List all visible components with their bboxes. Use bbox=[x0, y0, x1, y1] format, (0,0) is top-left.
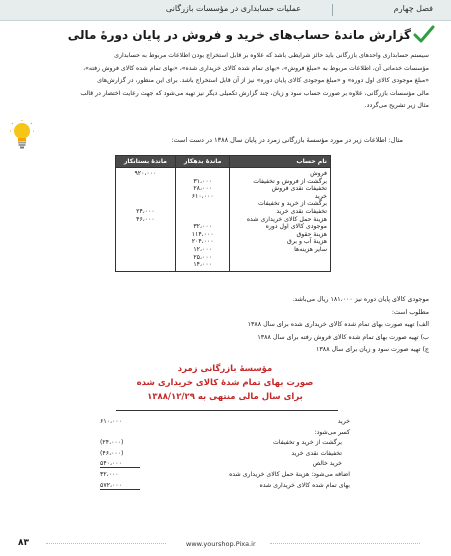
intro-line: مثال زیر تشریح می‌گردد. bbox=[364, 102, 429, 109]
footer-url: www.yourshop.Pixa.ir bbox=[186, 540, 256, 548]
page-footer bbox=[0, 536, 451, 556]
subject-label: عملیات حسابداری در مؤسسات بازرگانی bbox=[165, 4, 301, 13]
debit-value: ۶۱۰،۰۰۰ bbox=[191, 192, 214, 200]
statement-label: خرید bbox=[337, 418, 350, 425]
column-header-debit: ماندهٔ بدهکار bbox=[175, 156, 230, 168]
credit-value: ۲۴،۰۰۰ bbox=[136, 207, 155, 215]
statement-row bbox=[100, 450, 350, 461]
credit-value bbox=[119, 200, 172, 208]
section-title: گزارش ماندهٔ حساب‌های خرید و فروش در پایان دورهٔ مالی bbox=[67, 28, 411, 42]
statement-label: اضافه می‌شود: هزینهٔ حمل کالای خریداری شده bbox=[229, 470, 350, 478]
debit-value: ۳۲،۰۰۰ bbox=[193, 223, 212, 231]
statement-label: تخفیفات نقدی خرید bbox=[291, 449, 342, 457]
footer-dotted-line bbox=[270, 543, 420, 544]
account-name: برگشت از خرید و تخفیفات bbox=[257, 200, 327, 208]
statement-row bbox=[100, 439, 350, 450]
debit-value: ۳۱،۰۰۰ bbox=[193, 177, 212, 185]
company-name: مؤسسهٔ بازرگانی زمرد bbox=[177, 364, 273, 374]
credit-value: ۴۶،۰۰۰ bbox=[136, 215, 155, 223]
account-name: برگشت از فروش و تخفیفات bbox=[253, 177, 327, 185]
credit-value bbox=[119, 185, 172, 193]
example-text: مثال: اطلاعات زیر در مورد مؤسسهٔ بازرگانی زمرد در پایان سال ۱۳۸۸ در دست است: bbox=[171, 136, 403, 144]
debit-value bbox=[179, 170, 227, 178]
statement-amount: ۵۷۲،۰۰۰ bbox=[100, 482, 140, 490]
statement-heading bbox=[100, 362, 350, 404]
account-name: تخفیفات نقدی فروش bbox=[271, 185, 327, 193]
credit-value bbox=[119, 231, 172, 239]
debit-value bbox=[179, 200, 227, 208]
account-name: هزینهٔ آب و برق bbox=[287, 238, 327, 246]
debit-value: ۱۱۴،۰۰۰ bbox=[191, 230, 214, 238]
statement-row bbox=[100, 429, 350, 440]
lightbulb-icon bbox=[10, 120, 34, 150]
statement-label: کسر می‌شود: bbox=[314, 428, 350, 436]
table-header-row bbox=[116, 156, 331, 168]
intro-line: «مبلغ موجودی کالای اول دوره» و «مبلغ موجودی کالای پایان دوره» نیز از آن قابل استخراج باشد. برای این منظور، در گزارش‌های bbox=[97, 77, 429, 84]
debit-value: ۱۲،۰۰۰ bbox=[193, 245, 212, 253]
cost-of-goods-statement bbox=[100, 418, 350, 503]
account-name bbox=[233, 261, 327, 269]
credit-value bbox=[119, 223, 172, 231]
credit-values-cell bbox=[116, 168, 176, 272]
table-row bbox=[116, 168, 331, 272]
debit-value: ۲۰۴،۰۰۰ bbox=[191, 238, 214, 246]
statement-label: بهای تمام شده کالای خریداری شده bbox=[259, 481, 350, 489]
debit-value bbox=[179, 208, 227, 216]
ending-inventory-note: موجودی کالای پایان دوره نیز ۱۸۱،۰۰۰ ریال می‌باشد. bbox=[292, 296, 429, 303]
page-header bbox=[0, 0, 451, 21]
required-label: مطلوب است: bbox=[391, 308, 429, 316]
debit-value: ۲۸،۰۰۰ bbox=[193, 185, 212, 193]
credit-value: ۹۲۰،۰۰۰ bbox=[134, 170, 157, 177]
check-icon bbox=[413, 24, 435, 44]
account-names-cell bbox=[230, 168, 331, 272]
statement-row bbox=[100, 482, 350, 493]
intro-line: مالی مؤسسات بازرگانی، علاوه بر صورت حساب سود و زیان، چند گزارش تکمیلی دیگر نیز تهیه می‌شود که جهت رعایت اختصار در قالب bbox=[80, 89, 429, 97]
question-item: ب) تهیه صورت بهای تمام شده کالای فروش رفته برای سال ۱۳۸۸ bbox=[257, 333, 429, 341]
column-header-account: نام حساب bbox=[230, 156, 331, 168]
credit-value bbox=[119, 193, 172, 201]
debit-value: ۲۵،۰۰۰ bbox=[193, 253, 212, 261]
statement-amount: (۲۴،۰۰۰) bbox=[100, 439, 124, 447]
statement-period: برای سال مالی منتهی به ۱۳۸۸/۱۲/۲۹ bbox=[147, 392, 303, 402]
statement-amount: (۴۶،۰۰۰) bbox=[100, 449, 124, 457]
account-name: تخفیفات نقدی خرید bbox=[276, 207, 327, 215]
page-number: ۸۳ bbox=[18, 538, 29, 548]
credit-value bbox=[119, 254, 172, 262]
account-name: هزینهٔ حقوق bbox=[296, 230, 327, 238]
debit-value: ۱۴،۰۰۰ bbox=[193, 261, 212, 269]
statement-row bbox=[100, 471, 350, 482]
footer-dotted-line bbox=[46, 543, 166, 544]
credit-value bbox=[119, 238, 172, 246]
intro-line: سیستم حسابداری واحدهای بازرگانی باید حائز شرایطی باشد که علاوه بر قابل استخراج بودن اطلاعات مربوط به حسابداری bbox=[114, 52, 429, 59]
account-name: فروش bbox=[310, 170, 327, 177]
statement-row bbox=[100, 418, 350, 429]
column-header-credit: ماندهٔ بستانکار bbox=[116, 156, 176, 168]
header-divider bbox=[332, 4, 333, 16]
account-name: خرید bbox=[314, 192, 327, 200]
credit-value bbox=[119, 178, 172, 186]
statement-title: صورت بهای تمام شدهٔ کالای خریداری شده bbox=[136, 378, 314, 388]
question-item: ج) تهیه صورت سود و زیان برای سال ۱۳۸۸ bbox=[316, 346, 429, 353]
account-name: هزینهٔ حمل کالای خریداری شده bbox=[246, 215, 327, 223]
account-balances-table bbox=[115, 155, 331, 272]
account-name: سایر هزینه‌ها bbox=[294, 245, 327, 253]
statement-amount: ۶۱۰،۰۰۰ bbox=[100, 418, 122, 425]
heading-rule bbox=[116, 410, 338, 411]
question-item: الف) تهیه صورت بهای تمام شده کالای خریداری شده برای سال ۱۳۸۸ bbox=[247, 321, 429, 328]
credit-value bbox=[119, 246, 172, 254]
account-name: موجودی کالای اول دوره bbox=[265, 223, 327, 231]
exercise-text bbox=[99, 294, 429, 357]
credit-value bbox=[119, 261, 172, 269]
account-name bbox=[233, 254, 327, 262]
statement-label: برگشت از خرید و تخفیفات bbox=[272, 439, 342, 447]
statement-amount: ۳۲،۰۰۰ bbox=[100, 470, 119, 478]
intro-paragraph bbox=[29, 50, 429, 113]
statement-row bbox=[100, 460, 350, 471]
debit-values-cell bbox=[175, 168, 230, 272]
intro-line: مؤسسات خدماتی آن، اطلاعات مربوط به «مبلغ فروش»، «بهای تمام شده کالای خریداری شده»، «بهای تمام شده کالای فروش رفته»، bbox=[83, 64, 429, 72]
debit-value bbox=[179, 216, 227, 224]
statement-row bbox=[100, 492, 350, 503]
statement-label: خرید خالص bbox=[312, 460, 342, 468]
chapter-label: فصل چهارم bbox=[393, 4, 433, 13]
statement-amount: ۵۴۰،۰۰۰ bbox=[100, 460, 140, 468]
